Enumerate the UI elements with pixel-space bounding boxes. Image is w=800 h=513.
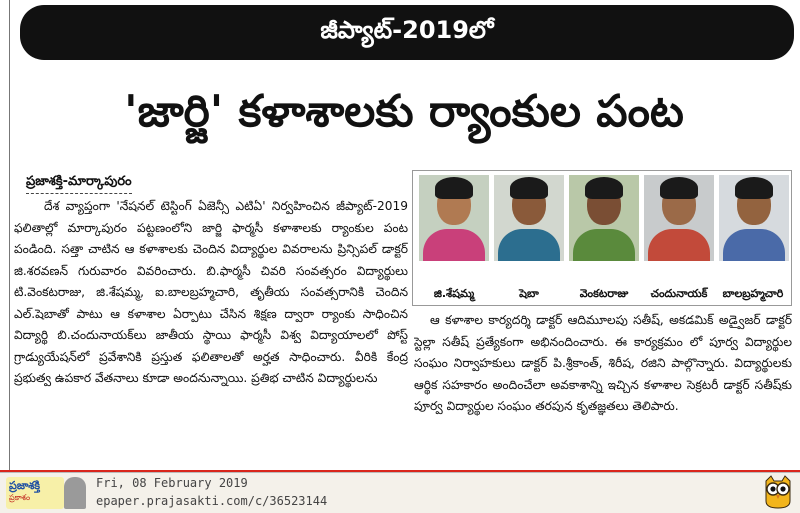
logo-text: ప్రజాశక్తి xyxy=(9,479,41,492)
kicker-text: జీప్యాట్‌-2019లో xyxy=(320,15,494,44)
student-photos-panel xyxy=(412,170,792,306)
epaper-footer xyxy=(0,472,800,513)
photo-shirt xyxy=(573,229,635,261)
photo-shirt xyxy=(723,229,785,261)
student-photo xyxy=(494,175,564,261)
student-photo xyxy=(719,175,789,261)
headline: 'జార్జి' కళాశాలకు ర్యాంకుల పంట xyxy=(124,86,684,137)
photo-caption: బాలబ్రహ్మచారి xyxy=(722,287,784,300)
column-rule xyxy=(9,0,10,470)
article-body-left xyxy=(14,196,408,464)
photo-hair xyxy=(585,177,623,199)
reader-figure-icon xyxy=(64,477,86,509)
paragraph: ఆ కళాశాల కార్యదర్శి డాక్టర్‌ ఆదిమూలపు సతీష్‌, అకడమిక్‌ అడ్వైజర్‌ డాక్టర్‌ స్టెల్లా సతీష్‌ ప్రత్యేకంగా అభినందించారు. ఈ కార్యక్రమం లో పూర్వ విద్యార్థుల సంఘం నిర్వాహకులు డాక్టర్‌ పి.శ్రీకాంత్‌, శిరీష, రజిని పాల్గొన్నారు. విద్యార్థులకు ఆర్థిక సహకారం అందించేలా అవకాశాన్ని ఇచ్చిన కళాశాల సెక్రటరీ డాక్టర్‌ సతీష్‌కు పూర్వ విద్యార్థుల సంఘం తరపున కృతజ్ఞతలు తెలిపారు. xyxy=(414,313,792,413)
student-photo xyxy=(569,175,639,261)
photo-caption: చందునాయక్‌ xyxy=(650,287,708,300)
dateline: ప్రజాశక్తి-మార్కాపురం xyxy=(26,174,132,194)
paragraph: దేశ వ్యాప్తంగా 'నేషనల్‌ టెస్టింగ్‌ ఏజెన్సీ ఎటిఏ' నిర్వహించిన జీప్యాట్‌-2019 ఫలితాల్లో మార్కాపురం పట్టణంలోని జార్జి ఫార్మసీ కళాశాలకు ర్యాంకుల పంట పండింది. సత్తా చాటిన ఆ కళాశాలకు చెందిన విద్యార్థుల వివరాలను ప్రిన్సిపల్‌ డాక్టర్‌ జి.శరవణన్‌ గురువారం వివరించారు. బి.ఫార్మసీ చివరి సంవత్సరం విద్యార్థులు టి.వెంకటరాజు, జి.శేషమ్మ, ఐ.బాలబ్రహ్మచారి, తృతీయ సంవత్సరానికి చెందిన ఎల్‌.షెబాతో పాటు ఆ కళాశాల ఏర్పాటు చేసిన శిక్షణ ద్వారా ర్యాంకు సాధించిన విద్యార్థి బి.చందునాయక్‌లు జాతీయ స్థాయి ఫార్మసీ విశ్వ విద్యాయాలలో పోస్ట్‌ గ్రాడ్యుయేషన్‌లో ప్రవేశానికి ప్రస్తుత ఫలితాలతో అర్హత సాధించారు. వీరికి కేంద్ర ప్రభుత్వ ఉపకార వేతనాలు కూడా అందనున్నాయి. ప్రతిభ చాటిన విద్యార్థులను xyxy=(14,199,408,385)
photo-hair xyxy=(660,177,698,199)
photo-hair xyxy=(735,177,773,199)
photo-shirt xyxy=(648,229,710,261)
kicker-banner xyxy=(20,5,794,60)
photo-shirt xyxy=(498,229,560,261)
photo-hair xyxy=(435,177,473,199)
photo-caption: షెబా xyxy=(519,287,539,300)
publication-date: Fri, 08 February 2019 xyxy=(96,476,248,490)
student-photo xyxy=(419,175,489,261)
photo-shirt xyxy=(423,229,485,261)
photo-caption: వెంకటరాజు xyxy=(579,287,629,300)
article-body-right xyxy=(414,310,792,464)
owl-mascot-icon[interactable] xyxy=(762,475,794,509)
epaper-link[interactable]: epaper.prajasakti.com/c/36523144 xyxy=(96,494,328,508)
logo-edition: ప్రకాశం xyxy=(9,493,30,502)
student-photo xyxy=(644,175,714,261)
prajasakti-logo[interactable] xyxy=(6,477,64,509)
photo-caption: జి.శేషమ్మ xyxy=(433,287,475,300)
photo-hair xyxy=(510,177,548,199)
